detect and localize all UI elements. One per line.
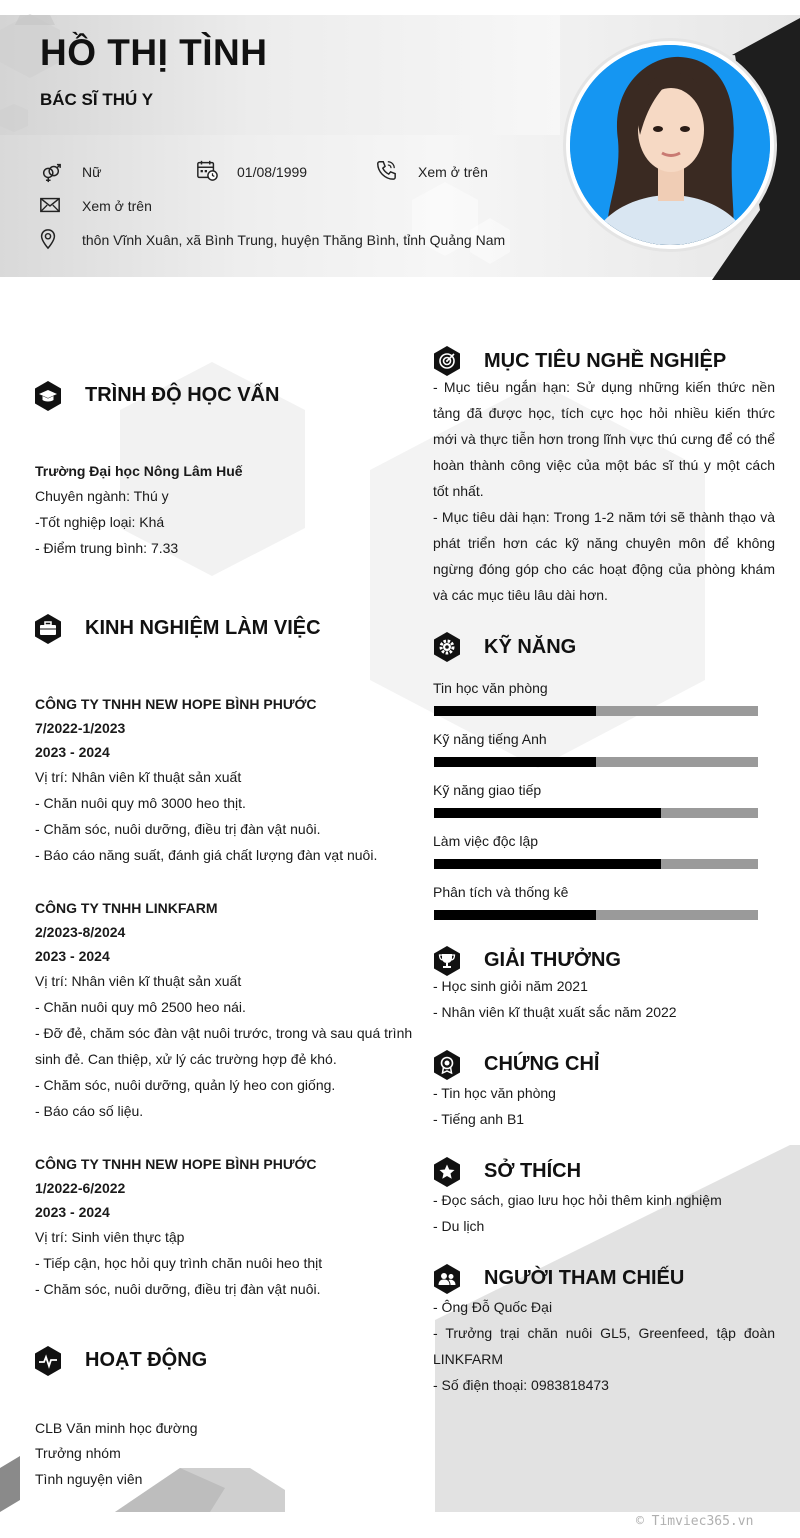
activity-line: Tình nguyện viên [35, 1471, 143, 1487]
skill-bar-fill [434, 910, 596, 920]
skill-bar [434, 859, 758, 869]
job-period: 2/2023-8/2024 [35, 924, 126, 940]
skill-bar [434, 808, 758, 818]
certificate-icon [433, 1050, 461, 1080]
skills-title: KỸ NĂNG [484, 636, 577, 658]
job-line: sinh đẻ. Can thiệp, xử lý các trường hợp đẻ khó. [35, 1051, 337, 1067]
graduation-cap-icon [34, 381, 62, 411]
job-line: - Tiếp cận, học hỏi quy trình chăn nuôi heo thịt [35, 1255, 323, 1271]
job-period: 1/2022-6/2022 [35, 1180, 126, 1196]
reference-position: - Trưởng trại chăn nuôi GL5, Greenfeed, tập đoàn LINKFARM [433, 1325, 775, 1367]
job-line: Vị trí: Nhân viên kĩ thuật sản xuất [35, 973, 242, 989]
briefcase-icon [34, 614, 62, 644]
address-value: thôn Vĩnh Xuân, xã Bình Trung, huyện Thăng Bình, tỉnh Quảng Nam [82, 232, 506, 248]
job-line: Vị trí: Sinh viên thực tập [35, 1229, 185, 1245]
job-company: CÔNG TY TNHH NEW HOPE BÌNH PHƯỚC [35, 696, 317, 712]
phone-icon [375, 159, 397, 181]
references-title: NGƯỜI THAM CHIẾU [484, 1267, 685, 1289]
email-icon [39, 194, 61, 216]
job-line: - Chăn nuôi quy mô 3000 heo thịt. [35, 795, 246, 811]
skill-bar-fill [434, 808, 661, 818]
star-icon [433, 1157, 461, 1187]
job-line: - Báo cáo số liệu. [35, 1103, 144, 1119]
activity-line: Trưởng nhóm [35, 1445, 121, 1461]
hobbies-title: SỞ THÍCH [484, 1160, 582, 1182]
heartbeat-icon [34, 1346, 62, 1376]
skill-label: Kỹ năng giao tiếp [433, 782, 542, 798]
certificate-line: - Tin học văn phòng [433, 1085, 556, 1101]
job-line: - Chăm sóc, nuôi dưỡng, điều trị đàn vật nuôi. [35, 821, 321, 837]
skill-bar-fill [434, 859, 661, 869]
hobby-line: - Du lịch [433, 1218, 485, 1234]
gender-value: Nữ [82, 164, 102, 180]
target-icon [433, 346, 461, 376]
skill-bar [434, 757, 758, 767]
reference-phone: - Số điện thoại: 0983818473 [433, 1377, 609, 1393]
job-line: - Chăm sóc, nuôi dưỡng, điều trị đàn vật nuôi. [35, 1281, 321, 1297]
skill-bar [434, 910, 758, 920]
education-line: - Điểm trung bình: 7.33 [35, 540, 179, 556]
gender-icon [40, 161, 62, 183]
users-icon [433, 1264, 461, 1294]
job-company: CÔNG TY TNHH NEW HOPE BÌNH PHƯỚC [35, 1156, 317, 1172]
portrait-image [570, 45, 770, 245]
footer-watermark: © Timviec365.vn [636, 1514, 754, 1529]
trophy-icon [433, 946, 461, 976]
candidate-name: HỒ THỊ TÌNH [40, 32, 268, 73]
skill-label: Kỹ năng tiếng Anh [433, 731, 547, 747]
certificate-line: - Tiếng anh B1 [433, 1111, 525, 1127]
skill-label: Làm việc độc lập [433, 833, 539, 849]
job-line: Vị trí: Nhân viên kĩ thuật sản xuất [35, 769, 242, 785]
awards-title: GIẢI THƯỞNG [484, 949, 621, 971]
job-line: - Đỡ đẻ, chăm sóc đàn vật nuôi trước, trong và sau quá trình [35, 1025, 413, 1041]
job-line: - Chăn nuôi quy mô 2500 heo nái. [35, 999, 246, 1015]
education-line: -Tốt nghiệp loại: Khá [35, 514, 165, 530]
job-line: - Chăm sóc, nuôi dưỡng, quản lý heo con giống. [35, 1077, 336, 1093]
skill-bar-fill [434, 757, 596, 767]
objective-long-term: - Mục tiêu dài hạn: Trong 1-2 năm tới sẽ thành thạo và phát triển hơn các kỹ năng chuyên môn để không ngừng đóng góp cho các hoạt động của phòng khám và các mục tiêu lâu dài hơn. [433, 509, 775, 603]
job-company: CÔNG TY TNHH LINKFARM [35, 900, 218, 916]
calendar-icon [196, 159, 218, 181]
job-years: 2023 - 2024 [35, 1204, 110, 1220]
location-icon [37, 228, 59, 250]
award-line: - Nhân viên kĩ thuật xuất sắc năm 2022 [433, 1004, 677, 1020]
award-line: - Học sinh giỏi năm 2021 [433, 978, 588, 994]
job-period: 7/2022-1/2023 [35, 720, 126, 736]
skill-label: Phân tích và thống kê [433, 884, 569, 900]
objective-title: MỤC TIÊU NGHỀ NGHIỆP [484, 350, 727, 372]
certificates-title: CHỨNG CHỈ [484, 1053, 600, 1075]
avatar [570, 45, 770, 245]
phone-value: Xem ở trên [418, 164, 488, 180]
reference-name: - Ông Đỗ Quốc Đại [433, 1299, 553, 1315]
gear-icon [433, 632, 461, 662]
education-school: Trường Đại học Nông Lâm Huế [35, 463, 243, 479]
education-line: Chuyên ngành: Thú y [35, 488, 169, 504]
birthday-value: 01/08/1999 [237, 164, 308, 180]
skill-label: Tin học văn phòng [433, 680, 548, 696]
email-value: Xem ở trên [82, 198, 152, 214]
job-title: BÁC SĨ THÚ Y [40, 90, 154, 109]
experience-title: KINH NGHIỆM LÀM VIỆC [85, 617, 321, 639]
activity-line: CLB Văn minh học đường [35, 1420, 198, 1436]
job-years: 2023 - 2024 [35, 948, 110, 964]
activities-title: HOẠT ĐỘNG [85, 1349, 208, 1371]
skill-bar [434, 706, 758, 716]
objective-short-term: - Mục tiêu ngắn hạn: Sử dụng những kiến thức nền tảng đã được học, tích cực học hỏi nhiều kiến thức mới và thực tiễn hơn trong lĩnh vực thú cưng để có thể hoàn thành công việc của một bác sĩ thú y một cách tốt nhất. [433, 379, 775, 499]
hobby-line: - Đọc sách, giao lưu học hỏi thêm kinh nghiệm [433, 1192, 722, 1208]
job-line: - Báo cáo năng suất, đánh giá chất lượng đàn vạt nuôi. [35, 847, 378, 863]
objective-text [433, 374, 775, 608]
skill-bar-fill [434, 706, 596, 716]
job-years: 2023 - 2024 [35, 744, 110, 760]
education-title: TRÌNH ĐỘ HỌC VẤN [85, 384, 280, 406]
